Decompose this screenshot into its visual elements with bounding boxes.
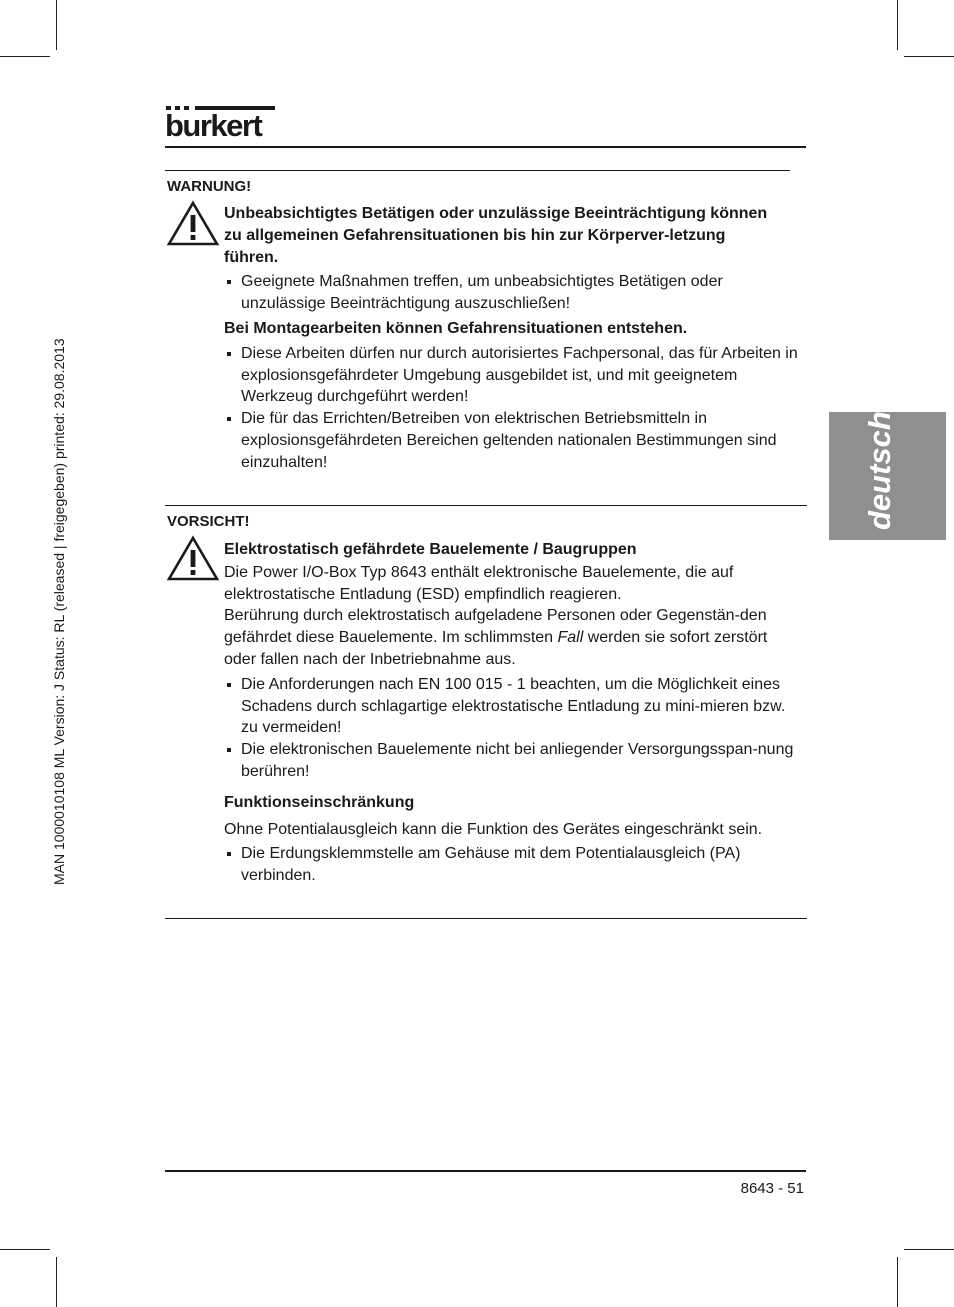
list-item: Die Anforderungen nach EN 100 015 - 1 beachten, um die Möglichkeit eines Schadens durch schlagartige elektrostatische Entladung zu mini-mieren bzw. zu vermeiden! <box>224 674 804 739</box>
caution-top-rule <box>165 505 807 506</box>
language-tab-label: deutsch <box>862 411 897 530</box>
caution-sub-paragraph: Ohne Potentialausgleich kann die Funktion des Gerätes eingeschränkt sein. <box>224 820 763 838</box>
burkert-logo <box>165 106 275 142</box>
crop-mark <box>897 1257 898 1307</box>
crop-mark <box>904 1249 954 1250</box>
crop-mark <box>0 1249 50 1250</box>
caution-title: VORSICHT! <box>167 513 250 530</box>
warning-title: WARNUNG! <box>167 178 252 195</box>
warning-bullets-2 <box>224 343 804 474</box>
document-meta-vertical: MAN 1000010108 ML Version: J Status: RL (released | freigegeben) printed: 29.08.2013 <box>51 338 67 885</box>
crop-mark <box>897 0 898 50</box>
caution-paragraph-2-part-b: werden sie sofort zerstört oder fallen nach der Inbetriebnahme aus. <box>224 629 768 668</box>
header-rule <box>165 146 806 148</box>
caution-sub-bullets <box>224 843 784 887</box>
logo-text: burkert <box>165 108 262 143</box>
crop-mark <box>56 1257 57 1307</box>
caution-heading: Elektrostatisch gefährdete Bauelemente / Baugruppen <box>224 541 637 558</box>
caution-paragraph-2-italic: Fall <box>557 629 584 647</box>
warning-body <box>224 203 804 474</box>
caution-subheading: Funktionseinschränkung <box>224 793 415 811</box>
caution-paragraph-2-part-a: Berührung durch elektrostatisch aufgeladene Personen oder Gegenstän-den gefährdet diese Bauelemente. Im schlimmsten <box>224 607 767 647</box>
list-item: Die Erdungsklemmstelle am Gehäuse mit dem Potentialausgleich (PA) verbinden. <box>224 843 784 887</box>
caution-paragraph-1: Die Power I/O-Box Typ 8643 enthält elektronische Bauelemente, die auf elektrostatische Entladung (ESD) empfindlich reagieren. <box>224 563 734 603</box>
list-item: Die für das Errichten/Betreiben von elektrischen Betriebsmitteln in explosionsgefährdeten Bereichen geltenden nationalen Bestimmungen sind einzuhalten! <box>224 408 804 473</box>
caution-paragraph-2 <box>224 605 789 670</box>
footer-rule <box>165 1170 806 1172</box>
caution-body <box>224 539 804 887</box>
warning-heading-2: Bei Montagearbeiten können Gefahrensituationen entstehen. <box>224 319 688 337</box>
caution-bottom-rule <box>165 918 807 919</box>
crop-mark <box>0 56 50 57</box>
caution-bullets <box>224 674 804 783</box>
crop-mark <box>56 0 57 50</box>
warning-triangle-icon <box>166 535 220 581</box>
list-item: Die elektronischen Bauelemente nicht bei anliegender Versorgungsspan-nung berühren! <box>224 739 804 783</box>
page-number: 8643 - 51 <box>740 1180 804 1197</box>
warning-triangle-icon <box>166 200 220 246</box>
list-item: Diese Arbeiten dürfen nur durch autorisiertes Fachpersonal, das für Arbeiten in explosionsgefährdeter Umgebung ausgebildet ist, und mit geeignetem Werkzeug durchgeführt werden! <box>224 343 804 408</box>
warning-heading-1: Unbeabsichtigtes Betätigen oder unzulässige Beeinträchtigung können zu allgemeinen Gefahrensituationen bis hin zur Körperver-letzung führen. <box>224 205 768 266</box>
warning-bullets-1 <box>224 271 804 315</box>
warning-top-rule <box>165 170 790 171</box>
list-item: Geeignete Maßnahmen treffen, um unbeabsichtigtes Betätigen oder unzulässige Beeinträchtigung auszuschließen! <box>224 271 804 315</box>
crop-mark <box>904 56 954 57</box>
